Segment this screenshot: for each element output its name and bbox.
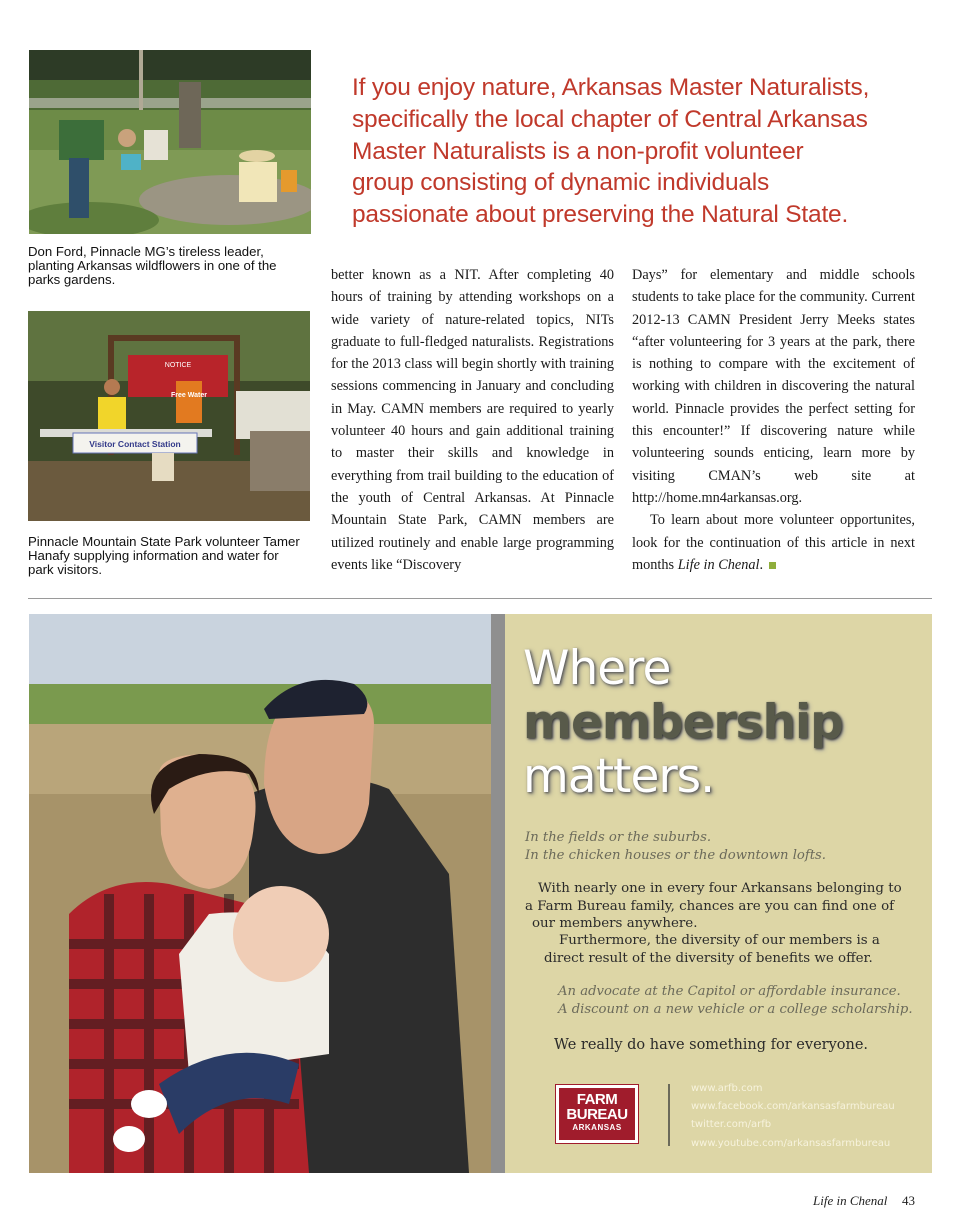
twitter-link[interactable]: twitter.com/arfb xyxy=(691,1119,772,1131)
ad-links xyxy=(691,1080,895,1153)
farm-bureau-logo[interactable]: FARM BUREAU ARKANSAS xyxy=(556,1085,638,1143)
ad-family-photo xyxy=(29,614,491,1173)
end-of-article-mark xyxy=(769,562,776,569)
ad-closing-line: We really do have something for everyone. xyxy=(554,1037,869,1053)
ad-body-paragraph-2: Furthermore, the diversity of our members is a direct result of the diversity of benefits we offer. xyxy=(544,933,880,966)
closing-paragraph: To learn about more volunteer opportunites, look for the continuation of this article in next months Life in Chenal. xyxy=(632,512,915,573)
facebook-link[interactable]: www.facebook.com/arkansasfarmbureau xyxy=(691,1101,895,1113)
ad-divider-strip xyxy=(491,614,505,1173)
photo2-caption: Pinnacle Mountain State Park volunteer Tamer Hanafy supplying information and water for park visitors. xyxy=(28,534,300,578)
photo1-caption: Don Ford, Pinnacle MG’s tireless leader, planting Arkansas wildflowers in one of the parks gardens. xyxy=(28,244,277,288)
logo-link-separator xyxy=(668,1084,670,1146)
ad-tagline: In the fields or the suburbs. In the chicken houses or the downtown lofts. xyxy=(525,830,827,863)
ad-headline-membership: membership xyxy=(523,695,843,750)
website-link[interactable]: www.arfb.com xyxy=(691,1083,763,1094)
page-number: 43 xyxy=(902,1193,915,1208)
section-divider xyxy=(28,598,932,599)
photo-wildflower-planting xyxy=(29,50,311,234)
footer-publication: Life in Chenal xyxy=(813,1193,888,1208)
ad-headline-matters: matters. xyxy=(523,749,715,804)
pull-quote: If you enjoy nature, Arkansas Master Naturalists, specifically the local chapter of Central Arkansas Master Naturalists is a non-profit volunteer group consisting of dynamic individuals passionate about preserving the Natural State. xyxy=(352,74,870,229)
sign-title: NOTICE xyxy=(164,362,192,369)
ad-body-paragraph-1: With nearly one in every four Arkansans belonging to a Farm Bureau family, chances are you can find one of our members anywhere. xyxy=(525,881,902,931)
article-column-1: better known as a NIT. After completing 40 hours of training by attending workshops on a wide variety of nature-related topics, NITs graduate to full-fledged naturalists. Registrations for the 2013 class will begin shortly with training sessions commencing in January and concluding in May. CAMN members are required to yearly volunteer 40 hours and gain additional training to master their skills and knowledge in everything from trail building to the education of the youth of Central Arkansas. At Pinnacle Mountain State Park, CAMN members are utilized routinely and enable large programming events like “Discovery xyxy=(331,267,614,573)
youtube-link[interactable]: www.youtube.com/arkansasfarmbureau xyxy=(691,1137,891,1149)
photo-visitor-contact-station xyxy=(28,311,310,521)
publication-name: Life in Chenal xyxy=(677,556,760,573)
booth-sign-text: Visitor Contact Station xyxy=(89,439,181,449)
water-jug-label: Free Water xyxy=(171,392,207,399)
ad-benefits-italic: An advocate at the Capitol or affordable insurance. A discount on a new vehicle or a college scholarship. xyxy=(558,984,913,1017)
farm-bureau-ad xyxy=(29,614,932,1173)
article-column-2: Days” for elementary and middle schools students to take place for the community. Current 2012-13 CAMN President Jerry Meeks states “after volunteering for 3 years at the park, there is nothing to compare with the excitement of working with children in discovering the natural world. Pinnacle provides the perfect setting for this encounter!” If discovering nature while volunteering sounds enticing, learn more by visiting CMAN’s web site at http://home.mn4arkansas.org. To learn about more volunteer opportunites, look for the continuation of this article in next months Life in Chenal. xyxy=(632,264,915,576)
ad-headline-where: Where xyxy=(523,641,671,696)
